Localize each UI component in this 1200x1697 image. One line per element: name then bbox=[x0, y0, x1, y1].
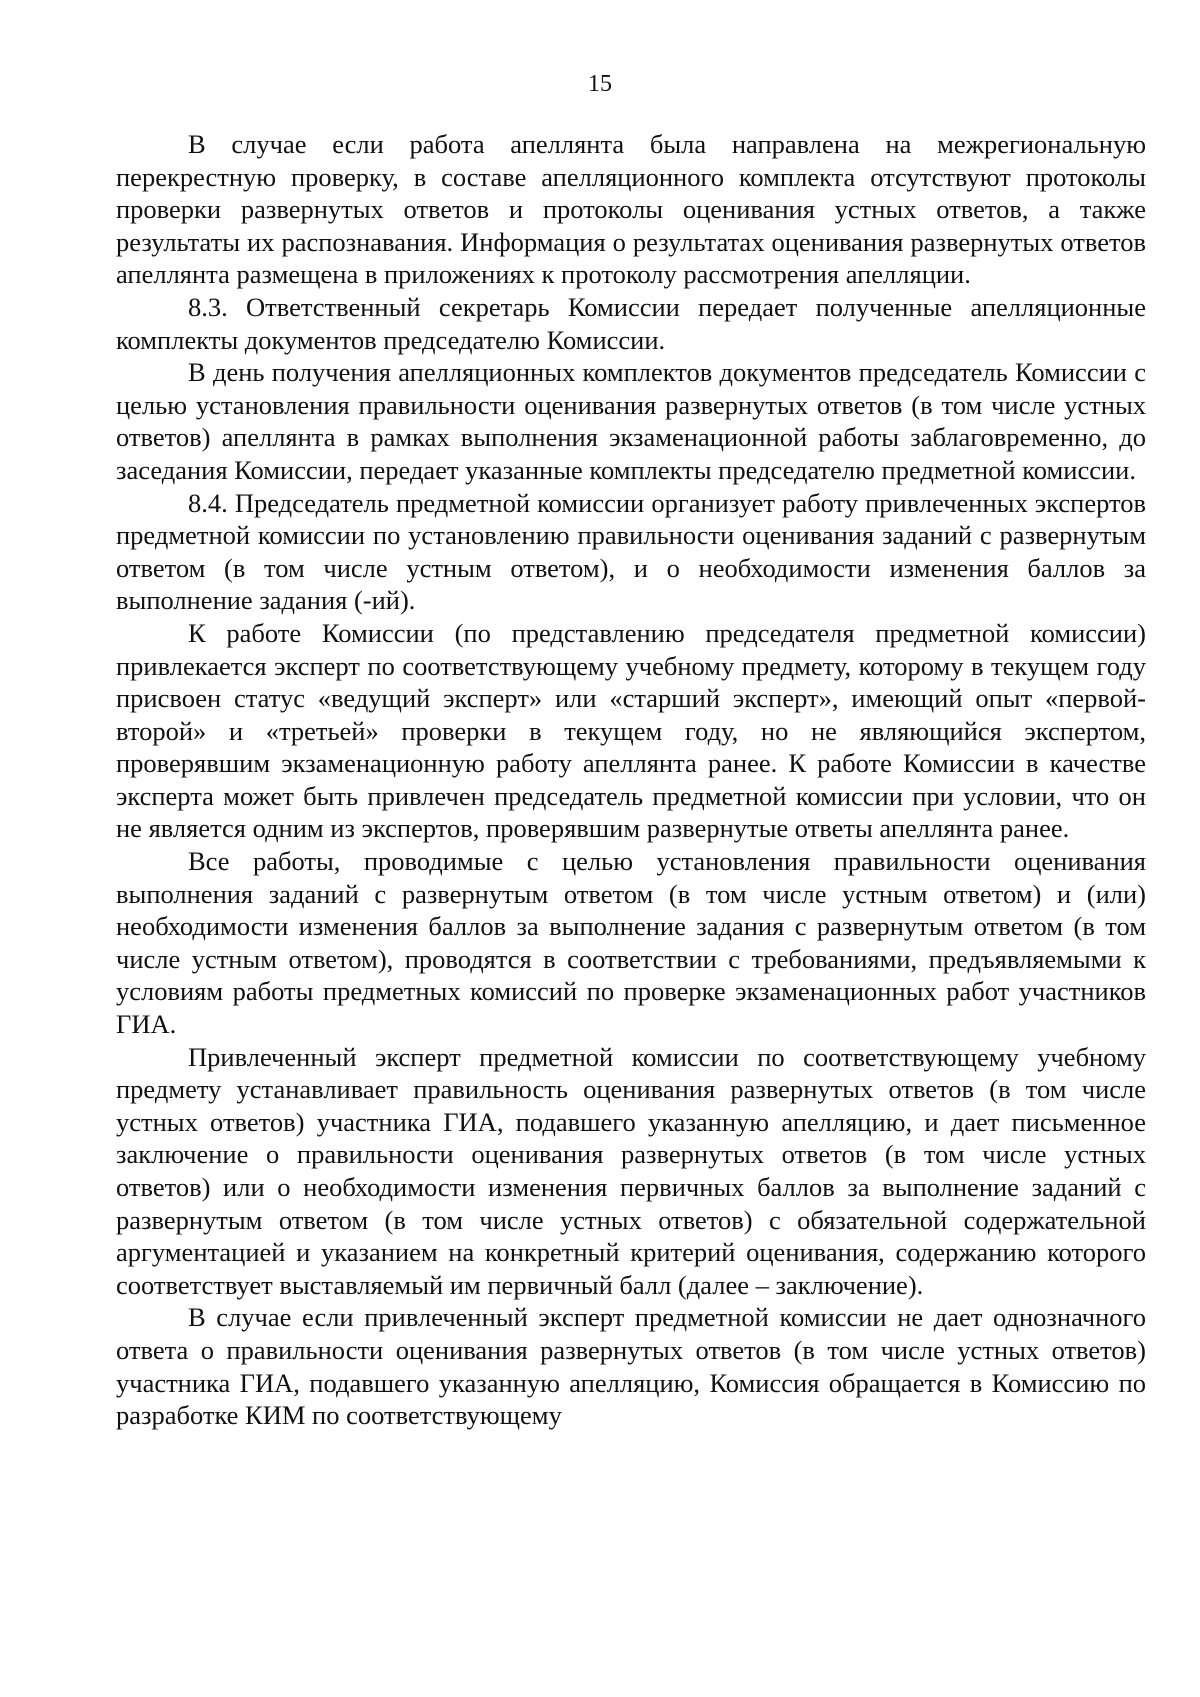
paragraph-expert-involvement: К работе Комиссии (по представлению председателя предметной комиссии) привлекается эксперт по соответствующему учебному предмету, которому в текущем году присвоен статус «ведущий эксперт» или «старший эксперт», имеющий опыт «первой-второй» и «третьей» проверки в текущем году, но не являющийся экспертом, проверявшим экзаменационную работу апеллянта ранее. К работе Комиссии в качестве эксперта может быть привлечен председатель предметной комиссии при условии, что он не является одним из экспертов, проверявшим развернутые ответы апеллянта ранее. bbox=[116, 617, 1146, 844]
document-body bbox=[116, 128, 1146, 1432]
paragraph-ambiguous-answer: В случае если привлеченный эксперт предметной комиссии не дает однозначного ответа о правильности оценивания развернутых ответов (в том числе устных ответов) участника ГИА, подавшего указанную апелляцию, Комиссия обращается в Комиссию по разработке КИМ по соответствующему bbox=[116, 1302, 1146, 1431]
paragraph-8-3: 8.3. Ответственный секретарь Комиссии передает полученные апелляционные комплекты документов председателю Комиссии. bbox=[116, 291, 1146, 355]
paragraph-all-works: Все работы, проводимые с целью установления правильности оценивания выполнения заданий с развернутым ответом (в том числе устным ответом) и (или) необходимости изменения баллов за выполнение задания с развернутым ответом (в том числе устным ответом), проводятся в соответствии с требованиями, предъявляемыми к условиям работы предметных комиссий по проверке экзаменационных работ участников ГИА. bbox=[116, 846, 1146, 1040]
page-number: 15 bbox=[588, 71, 612, 97]
paragraph-receipt-day: В день получения апелляционных комплектов документов председатель Комиссии с целью установления правильности оценивания развернутых ответов (в том числе устных ответов) апеллянта в рамках выполнения экзаменационной работы заблаговременно, до заседания Комиссии, передает указанные комплекты председателю предметной комиссии. bbox=[116, 357, 1146, 485]
paragraph-expert-conclusion: Привлеченный эксперт предметной комиссии по соответствующему учебному предмету устанавливает правильность оценивания развернутых ответов (в том числе устных ответов) участника ГИА, подавшего указанную апелляцию, и дает письменное заключение о правильности оценивания развернутых ответов (в том числе устных ответов) или о необходимости изменения первичных баллов за выполнение заданий с развернутым ответом (в том числе устных ответов) с обязательной содержательной аргументацией и указанием на конкретный критерий оценивания, содержанию которого соответствует выставляемый им первичный балл (далее – заключение). bbox=[116, 1041, 1146, 1300]
paragraph-cross-check: В случае если работа апеллянта была направлена на межрегиональную перекрестную проверку, в составе апелляционного комплекта отсутствуют протоколы проверки развернутых ответов и протоколы оценивания устных ответов, а также результаты их распознавания. Информация о результатах оценивания развернутых ответов апеллянта размещена в приложениях к протоколу рассмотрения апелляции. bbox=[116, 129, 1146, 290]
paragraph-8-4: 8.4. Председатель предметной комиссии организует работу привлеченных экспертов предметной комиссии по установлению правильности оценивания заданий с развернутым ответом (в том числе устным ответом), и о необходимости изменения баллов за выполнение задания (-ий). bbox=[116, 487, 1146, 616]
